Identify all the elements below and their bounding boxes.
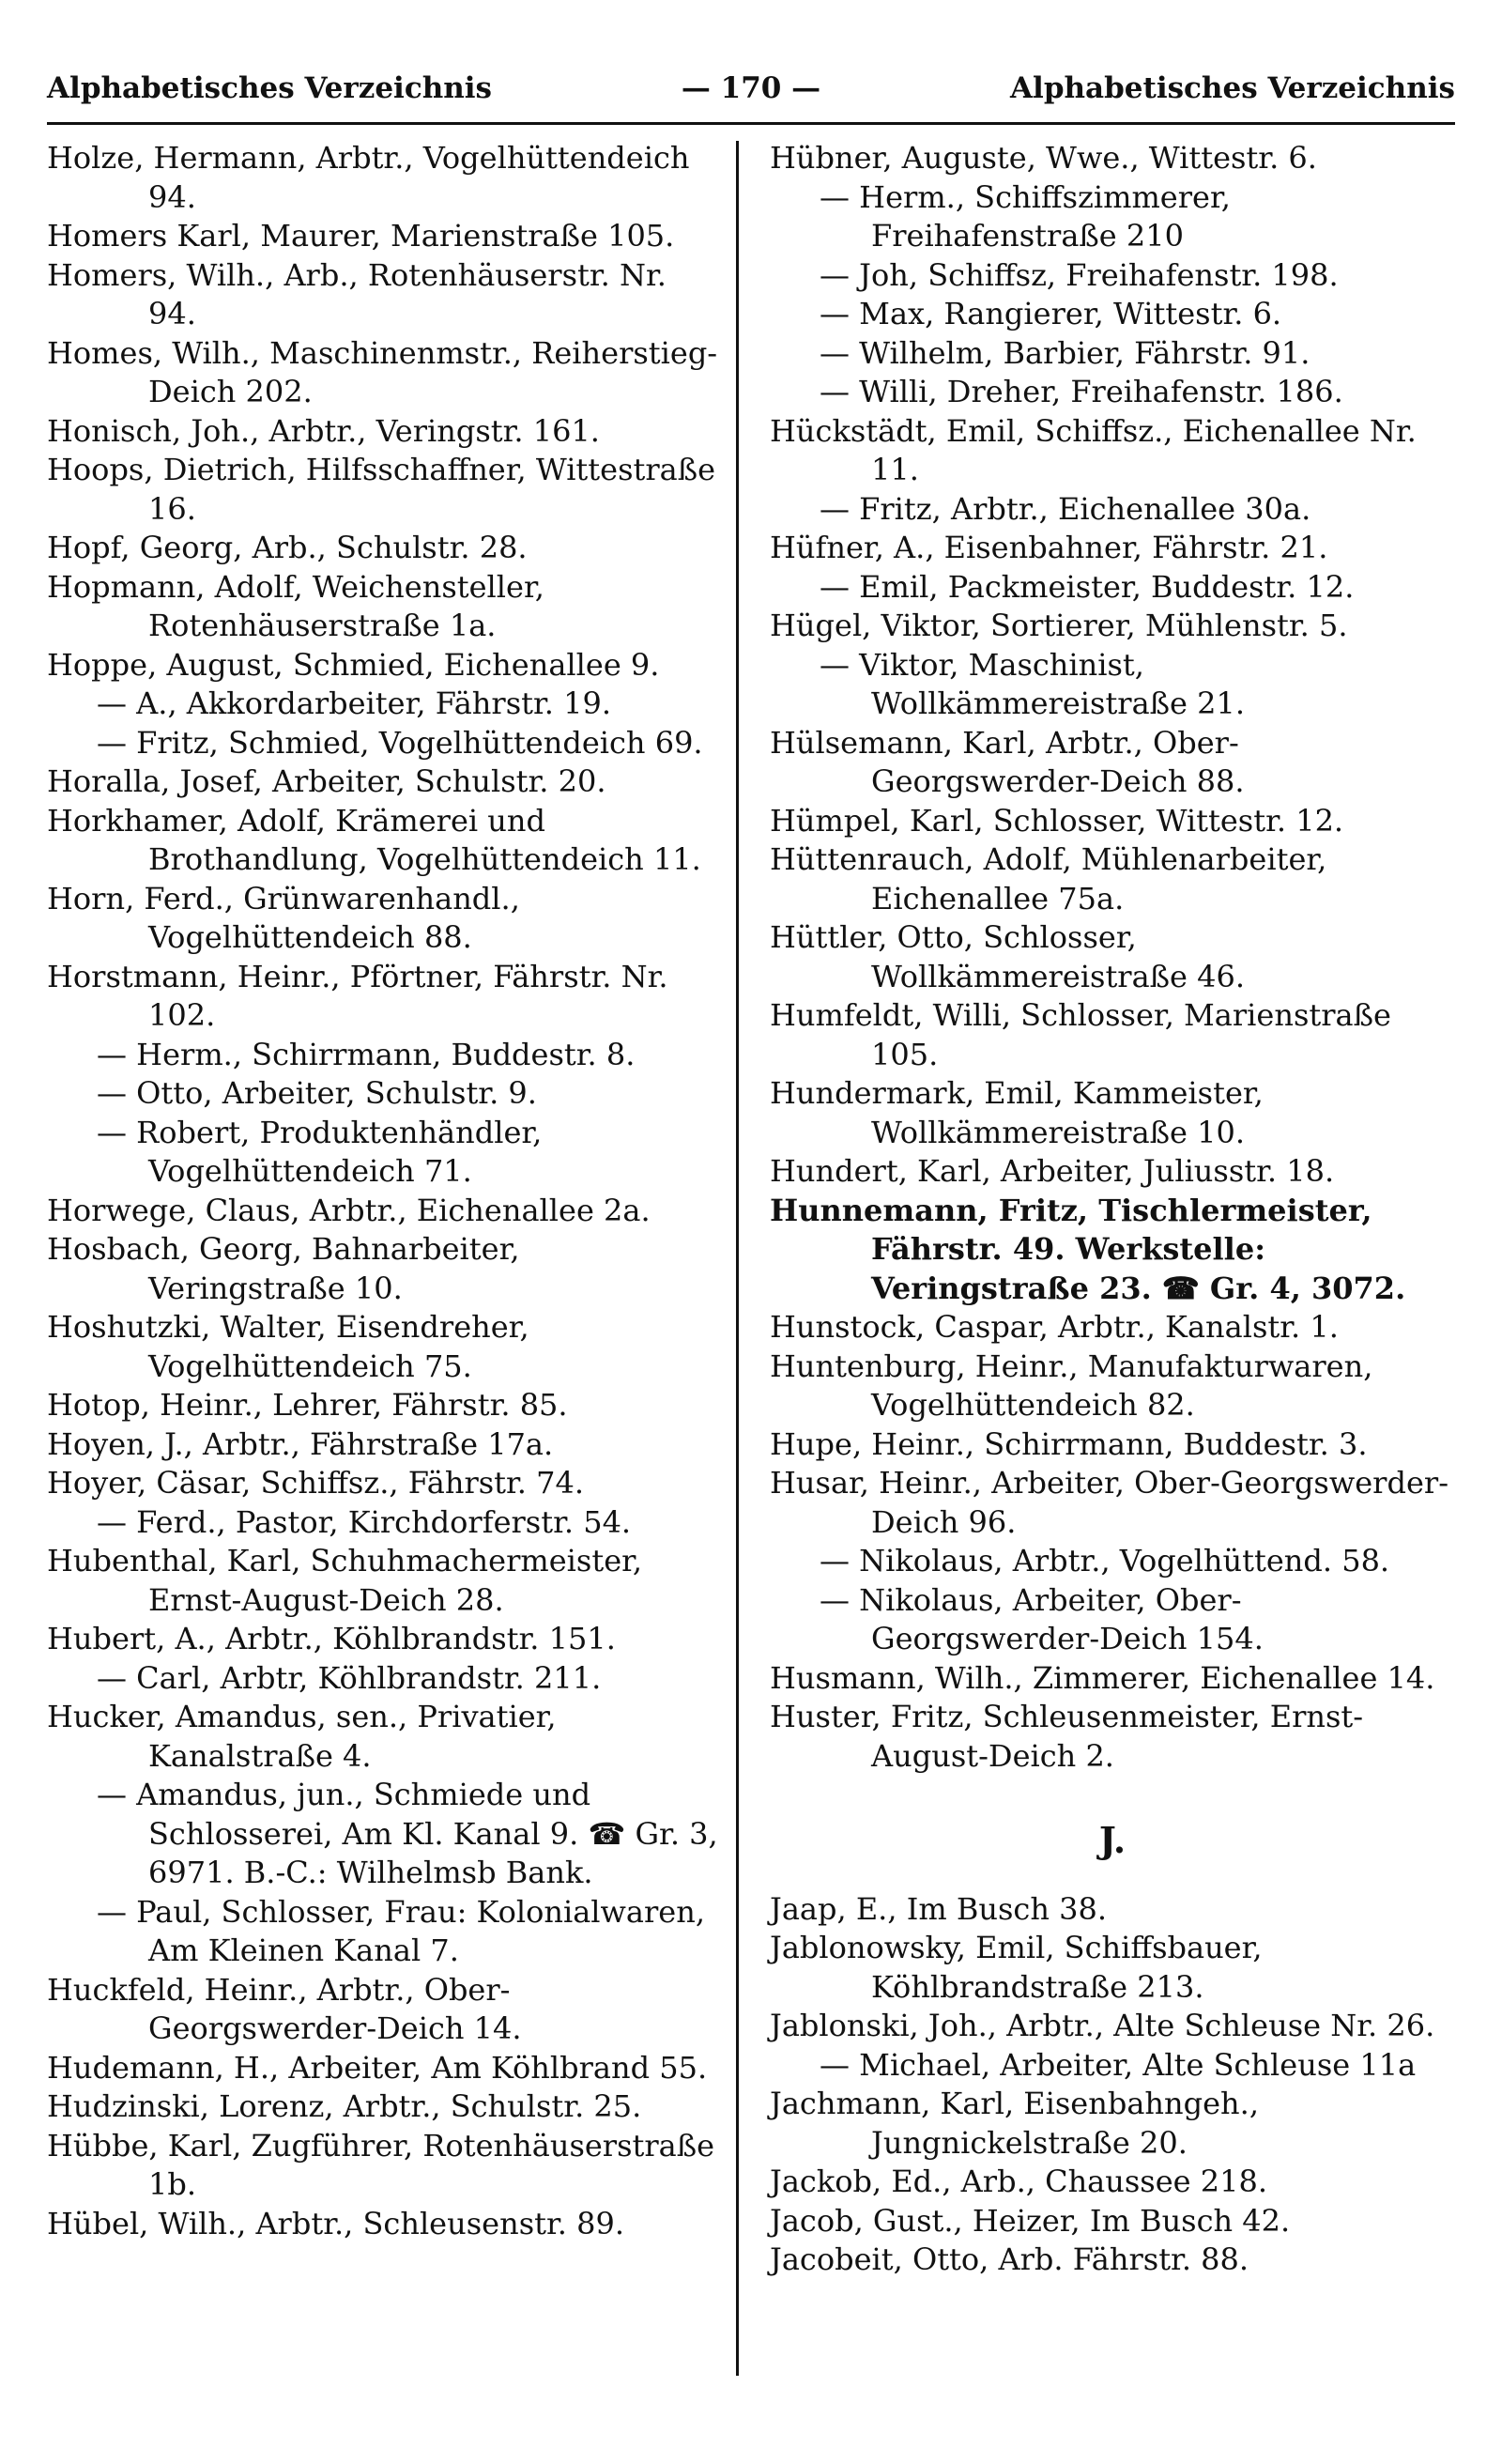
right-column-h-entries: [770, 139, 1455, 1776]
directory-entry: Jachmann, Karl, Eisenbahngeh., Jungnickelstraße 20.: [770, 2086, 1259, 2161]
page-header: [47, 66, 1455, 125]
directory-entry: — Fritz, Schmied, Vogelhüttendeich 69.: [97, 724, 703, 761]
directory-entry: Hoshutzki, Walter, Eisendreher, Vogelhüttendeich 75.: [47, 1309, 529, 1384]
directory-entry: Jacob, Gust., Heizer, Im Busch 42.: [770, 2202, 1291, 2239]
directory-entry: Huntenburg, Heinr., Manufakturwaren, Vogelhüttendeich 82.: [770, 1348, 1373, 1423]
directory-entry: Huckfeld, Heinr., Arbtr., Ober-Georgswerder-Deich 14.: [47, 1971, 522, 2046]
directory-entry: Husar, Heinr., Arbeiter, Ober-Georgswerder-Deich 96.: [770, 1465, 1448, 1540]
directory-entry: — Herm., Schirrmann, Buddestr. 8.: [97, 1036, 636, 1072]
directory-entry: — Emil, Packmeister, Buddestr. 12.: [820, 568, 1355, 605]
directory-entry: — Willi, Dreher, Freihafenstr. 186.: [820, 374, 1343, 409]
directory-entry: Horwege, Claus, Arbtr., Eichenallee 2a.: [47, 1192, 651, 1228]
directory-entry: Horstmann, Heinr., Pförtner, Fährstr. Nr. 102.: [47, 958, 668, 1033]
directory-entry: Jablonowsky, Emil, Schiffsbauer, Köhlbrandstraße 213.: [770, 1930, 1263, 2005]
directory-entry: Hopf, Georg, Arb., Schulstr. 28.: [47, 530, 528, 565]
directory-entry: Hübner, Auguste, Wwe., Wittestr. 6.: [770, 140, 1317, 176]
directory-entry: Jaap, E., Im Busch 38.: [770, 1890, 1107, 1927]
directory-entry: Hotop, Heinr., Lehrer, Fährstr. 85.: [47, 1387, 568, 1423]
directory-entry: Hoppe, August, Schmied, Eichenallee 9.: [47, 646, 660, 683]
right-column-j-entries: [770, 1890, 1455, 2280]
directory-entry: Jackob, Ed., Arb., Chaussee 218.: [770, 2164, 1267, 2199]
directory-entry: Hoyen, J., Arbtr., Fährstraße 17a.: [47, 1425, 554, 1462]
section-letter: J.: [1098, 1819, 1126, 1861]
directory-entry: Homers, Wilh., Arb., Rotenhäuserstr. Nr. 94.: [47, 256, 667, 331]
directory-entry: — Otto, Arbeiter, Schulstr. 9.: [97, 1075, 537, 1111]
right-column: [770, 139, 1455, 2280]
directory-entry: Hoyer, Cäsar, Schiffsz., Fährstr. 74.: [47, 1465, 585, 1501]
directory-entry: Hüttenrauch, Adolf, Mühlenarbeiter, Eichenallee 75a.: [770, 841, 1327, 916]
directory-entry: Hupe, Heinr., Schirrmann, Buddestr. 3.: [770, 1425, 1368, 1462]
directory-entry: Horn, Ferd., Grünwarenhandl., Vogelhüttendeich 88.: [47, 880, 520, 955]
directory-entry: Hümpel, Karl, Schlosser, Wittestr. 12.: [770, 802, 1344, 839]
directory-entry: Hundermark, Emil, Kammeister, Wollkämmereistraße 10.: [770, 1075, 1264, 1150]
directory-entry: — Nikolaus, Arbeiter, Ober-Georgswerder-Deich 154.: [820, 1581, 1264, 1656]
directory-entry: Homers Karl, Maurer, Marienstraße 105.: [47, 218, 675, 254]
directory-entry: Holze, Hermann, Arbtr., Vogelhüttendeich 94.: [47, 140, 690, 215]
directory-entry: Hunnemann, Fritz, Tischlermeister, Fährstr. 49. Werkstelle: Veringstraße 23. ☎ Gr. 4, 3072.: [770, 1192, 1406, 1306]
directory-entry: — Wilhelm, Barbier, Fährstr. 91.: [820, 334, 1310, 371]
directory-entry: Hosbach, Georg, Bahnarbeiter, Veringstraße 10.: [47, 1231, 520, 1306]
directory-entry: — Ferd., Pastor, Kirchdorferstr. 54.: [97, 1503, 632, 1540]
directory-entry: — Viktor, Maschinist, Wollkämmereistraße 21.: [820, 646, 1246, 721]
directory-entry: Jablonski, Joh., Arbtr., Alte Schleuse Nr. 26.: [770, 2008, 1435, 2043]
directory-entry: — Fritz, Arbtr., Eichenallee 30a.: [820, 490, 1311, 527]
directory-entry: Hüttler, Otto, Schlosser, Wollkämmereistraße 46.: [770, 919, 1246, 994]
directory-entry: Humfeldt, Willi, Schlosser, Marienstraße 105.: [770, 997, 1391, 1072]
directory-entry: — Nikolaus, Arbtr., Vogelhüttend. 58.: [820, 1543, 1390, 1578]
column-divider: [736, 141, 739, 2376]
directory-entry: Hübel, Wilh., Arbtr., Schleusenstr. 89.: [47, 2205, 624, 2241]
directory-entry: Husmann, Wilh., Zimmerer, Eichenallee 14.: [770, 1659, 1435, 1696]
directory-entry: Hülsemann, Karl, Arbtr., Ober-Georgswerder-Deich 88.: [770, 724, 1245, 799]
directory-entry: — Joh, Schiffsz, Freihafenstr. 198.: [820, 256, 1339, 293]
directory-entry: Horkhamer, Adolf, Krämerei und Brothandlung, Vogelhüttendeich 11.: [47, 802, 701, 877]
directory-entry: Hoops, Dietrich, Hilfsschaffner, Wittestraße 16.: [47, 452, 716, 527]
directory-entry: Hubert, A., Arbtr., Köhlbrandstr. 151.: [47, 1621, 616, 1656]
header-right-title: Alphabetisches Verzeichnis: [1009, 71, 1455, 105]
directory-entry: Hudemann, H., Arbeiter, Am Köhlbrand 55.: [47, 2049, 708, 2086]
directory-entry: Hügel, Viktor, Sortierer, Mühlenstr. 5.: [770, 608, 1348, 643]
directory-entry: — Max, Rangierer, Wittestr. 6.: [820, 296, 1282, 331]
left-column: [47, 139, 721, 2243]
directory-entry: — Amandus, jun., Schmiede und Schlosserei, Am Kl. Kanal 9. ☎ Gr. 3, 6971. B.-C.: Wilhelmsb Bank.: [97, 1777, 718, 1890]
directory-entry: — Michael, Arbeiter, Alte Schleuse 11a: [820, 2046, 1417, 2083]
directory-entry: Hopmann, Adolf, Weichensteller, Rotenhäuserstraße 1a.: [47, 568, 544, 643]
header-left-title: Alphabetisches Verzeichnis: [47, 71, 493, 105]
directory-entry: Hucker, Amandus, sen., Privatier, Kanalstraße 4.: [47, 1699, 557, 1774]
directory-entry: — Robert, Produktenhändler, Vogelhüttendeich 71.: [97, 1114, 543, 1189]
directory-entry: Horalla, Josef, Arbeiter, Schulstr. 20.: [47, 763, 606, 799]
page-number: — 170 —: [681, 71, 821, 105]
directory-entry: Hundert, Karl, Arbeiter, Juliusstr. 18.: [770, 1153, 1335, 1189]
directory-entry: Hüfner, A., Eisenbahner, Fährstr. 21.: [770, 530, 1328, 565]
directory-entry: — A., Akkordarbeiter, Fährstr. 19.: [97, 685, 611, 721]
directory-entry: Hübbe, Karl, Zugführer, Rotenhäuserstraße 1b.: [47, 2127, 715, 2202]
directory-entry: Hückstädt, Emil, Schiffsz., Eichenallee Nr. 11.: [770, 412, 1417, 487]
directory-entry: Homes, Wilh., Maschinenmstr., Reiherstieg-Deich 202.: [47, 334, 718, 409]
directory-entry: Hunstock, Caspar, Arbtr., Kanalstr. 1.: [770, 1309, 1339, 1345]
directory-entry: Honisch, Joh., Arbtr., Veringstr. 161.: [47, 412, 600, 449]
directory-entry: Hudzinski, Lorenz, Arbtr., Schulstr. 25.: [47, 2088, 642, 2124]
directory-entry: — Herm., Schiffszimmerer, Freihafenstraße 210: [820, 178, 1231, 254]
directory-entry: Huster, Fritz, Schleusenmeister, Ernst-August-Deich 2.: [770, 1699, 1364, 1774]
directory-entry: — Paul, Schlosser, Frau: Kolonialwaren, Am Kleinen Kanal 7.: [97, 1893, 705, 1968]
directory-entry: Hubenthal, Karl, Schuhmachermeister, Ernst-August-Deich 28.: [47, 1543, 643, 1618]
directory-entry: Jacobeit, Otto, Arb. Fährstr. 88.: [770, 2241, 1249, 2277]
directory-entry: — Carl, Arbtr, Köhlbrandstr. 211.: [97, 1659, 602, 1696]
